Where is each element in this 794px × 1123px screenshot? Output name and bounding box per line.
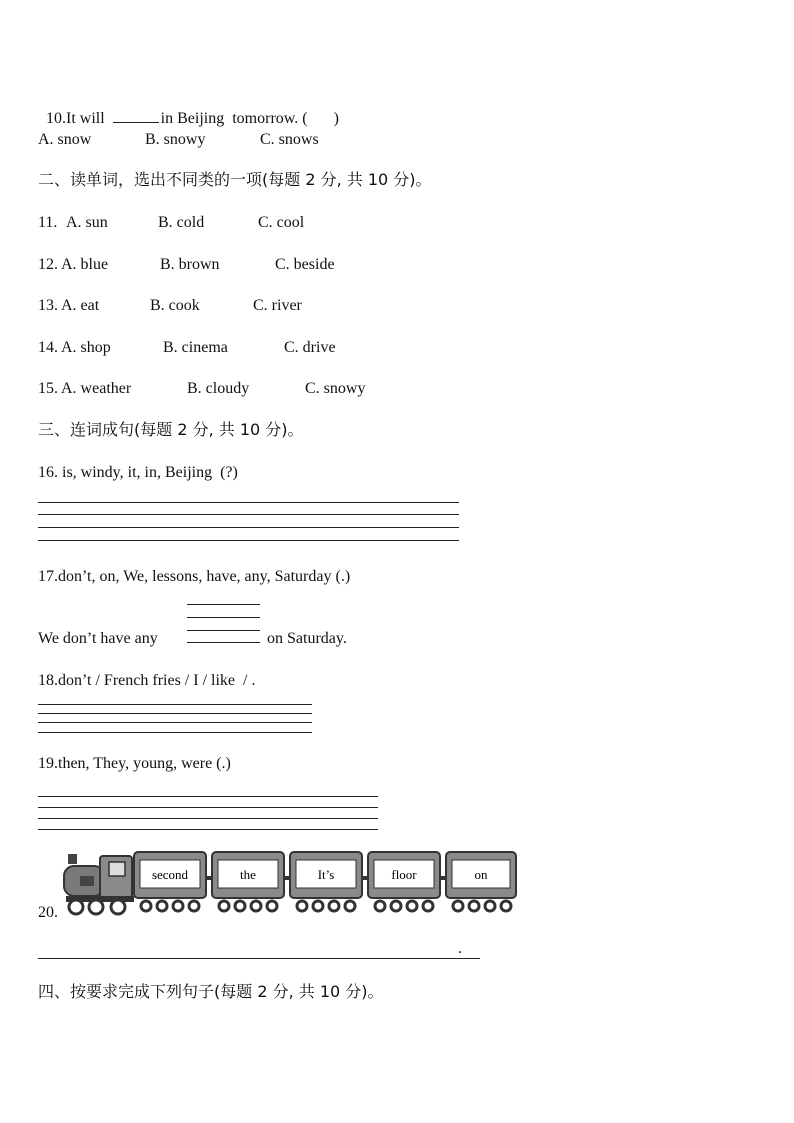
section-2-title: 二、读单词，选出不同类的一项(每题 2 分, 共 10 分)。 [38,170,432,189]
question-10 [38,88,339,129]
option-a: A. eat [61,297,100,314]
option-a: A. sun [66,214,108,231]
answer-line [187,642,260,643]
question-18: 18.don’t / French fries / I / like / . [38,672,256,689]
answer-line [38,704,312,705]
answer-line-20[interactable] [38,958,480,959]
option-c: C. snows [260,131,319,148]
answer-line [38,807,378,808]
option-c: C. snowy [305,380,366,397]
question-number: 13. [38,297,58,314]
question-20-number: 20. [38,904,58,921]
train-engine-icon [60,848,520,918]
section-3-title: 三、连词成句(每题 2 分, 共 10 分)。 [38,420,304,439]
answer-line [187,630,260,631]
train-word-2: the [240,867,256,882]
question-text-post: in Beijing tomorrow. ( [160,110,308,127]
question-15 [38,379,58,399]
answer-line [38,502,459,503]
option-b: B. cinema [163,339,228,356]
option-b: B. cold [158,214,205,231]
sentence-end-mark: . [458,940,462,957]
option-a: A. snow [38,131,92,148]
option-a: A. shop [61,339,111,356]
option-c: C. drive [284,339,336,356]
train-word-3: It’s [317,867,335,882]
answer-line [38,514,459,515]
question-14 [38,338,58,358]
option-a: A. blue [61,256,109,273]
question-number: 15. [38,380,58,397]
option-a: A. weather [61,380,132,397]
option-c: C. cool [258,214,305,231]
question-11 [38,213,61,233]
question-text-pre: It will [66,110,109,127]
answer-line [38,722,312,723]
answer-line [38,732,312,733]
answer-line [38,796,378,797]
train-word-1: second [151,867,189,882]
question-17: 17.don’t, on, We, lessons, have, any, Saturday (.) [38,568,351,585]
answer-sentence-pre: We don’t have any [38,630,162,647]
train-word-4: floor [391,867,417,882]
paren-close: ) [333,110,339,127]
option-b: B. snowy [145,131,206,148]
question-number: 12. [38,256,58,273]
section-4-title: 四、按要求完成下列句子(每题 2 分, 共 10 分)。 [38,982,384,1001]
option-b: B. cloudy [187,380,250,397]
option-c: C. beside [275,256,335,273]
question-12 [38,255,58,275]
option-b: B. brown [160,256,220,273]
train-cars [134,852,516,911]
question-16: 16. is, windy, it, in, Beijing (?) [38,464,238,481]
answer-line [38,818,378,819]
train-word-5: on [474,867,488,882]
answer-line [38,540,459,541]
question-number: 14. [38,339,58,356]
train-engine [64,854,134,914]
question-19: 19.then, They, young, were (.) [38,755,231,772]
option-c: C. river [253,297,302,314]
answer-line [187,617,260,618]
answer-line [38,527,459,528]
answer-sentence-post: on Saturday. [263,630,347,647]
answer-line [38,713,312,714]
option-b: B. cook [150,297,200,314]
question-number: 11. [38,214,62,231]
question-number: 10. [46,110,66,127]
answer-line [187,604,260,605]
answer-line [38,829,378,830]
answer-blank[interactable] [113,108,159,123]
question-13 [38,296,58,316]
